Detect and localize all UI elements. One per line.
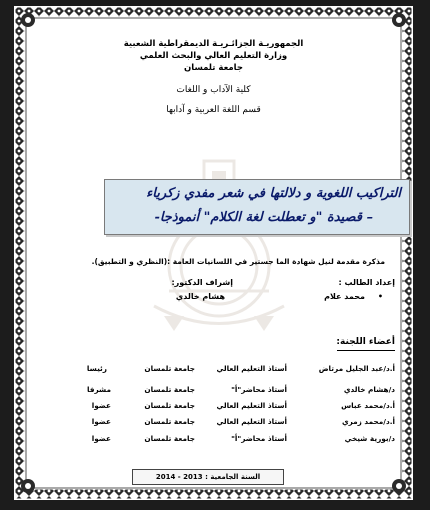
jury-member-university: جامعة تلمسان [144,385,195,394]
thesis-title-line2: – قصيدة "و تعطلت لغة الكلام" أنموذجا- [154,210,373,225]
ministry-line: وزارة التعليم العالي والبحث العلمي [139,51,288,61]
jury-title: أعضاء اللجنة: [336,337,395,347]
jury-member-name: د/هشام خالدي [343,385,395,394]
student-bullet: • [377,292,383,301]
jury-member-rank: أستاذ التعليم العالي [216,417,287,426]
academic-year-box: السنة الجامعية : 2013 - 2014 [132,469,284,485]
supervisor-name: هشام خالدي [175,292,225,301]
student-label: إعداد الطالب : [338,278,395,287]
university-line: جامعة تلمسان [184,63,243,73]
thesis-title-box [104,179,410,235]
republic-line: الجمهوريـة الجزائـريـة الديمقراطية الشعبية [123,39,304,49]
jury-member-name: أ.د/عبد الجليل مرتاض [318,364,395,373]
jury-member-role: عضوا [91,401,111,410]
jury-row [65,401,395,413]
jury-member-university: جامعة تلمسان [144,401,195,410]
jury-row [65,364,395,376]
faculty-line: كلية الآداب و اللغات [176,85,251,95]
jury-member-rank: أستاذ التعليم العالي [216,364,287,373]
jury-member-role: مشرفا [87,385,111,394]
jury-member-university: جامعة تلمسان [144,434,195,443]
thesis-title-line1: التراكيب اللغوية و دلالتها في شعر مفدي زكرياء [146,186,401,201]
jury-member-university: جامعة تلمسان [144,417,195,426]
jury-row [65,417,395,429]
jury-member-rank: أستاذ التعليم العالي [216,401,287,410]
department-line: قسم اللغة العربية و آدابها [166,105,261,115]
jury-member-university: جامعة تلمسان [144,364,195,373]
jury-member-rank: أستاذ محاضر"أ" [231,385,287,394]
jury-title-underline [337,350,395,351]
jury-member-rank: أستاذ محاضر"أ" [231,434,287,443]
jury-row [65,434,395,446]
memo-description: مذكرة مقدمة لنيل شهادة الما جستير في اللسانيات العامة :(النظري و التطبيق). [91,257,385,266]
jury-member-name: أ.د/محمد زمري [341,417,395,426]
jury-member-name: د/بورية شيخي [344,434,395,443]
jury-member-role: عضوا [91,434,111,443]
jury-member-role: رئيسا [86,364,107,373]
jury-member-role: عضوا [91,417,111,426]
document-page [14,6,413,500]
student-name: محمد علام [324,292,365,301]
supervisor-label: إشراف الدكتور: [171,278,233,287]
jury-member-name: أ.د/محمد عباس [341,401,395,410]
jury-row [65,385,395,397]
